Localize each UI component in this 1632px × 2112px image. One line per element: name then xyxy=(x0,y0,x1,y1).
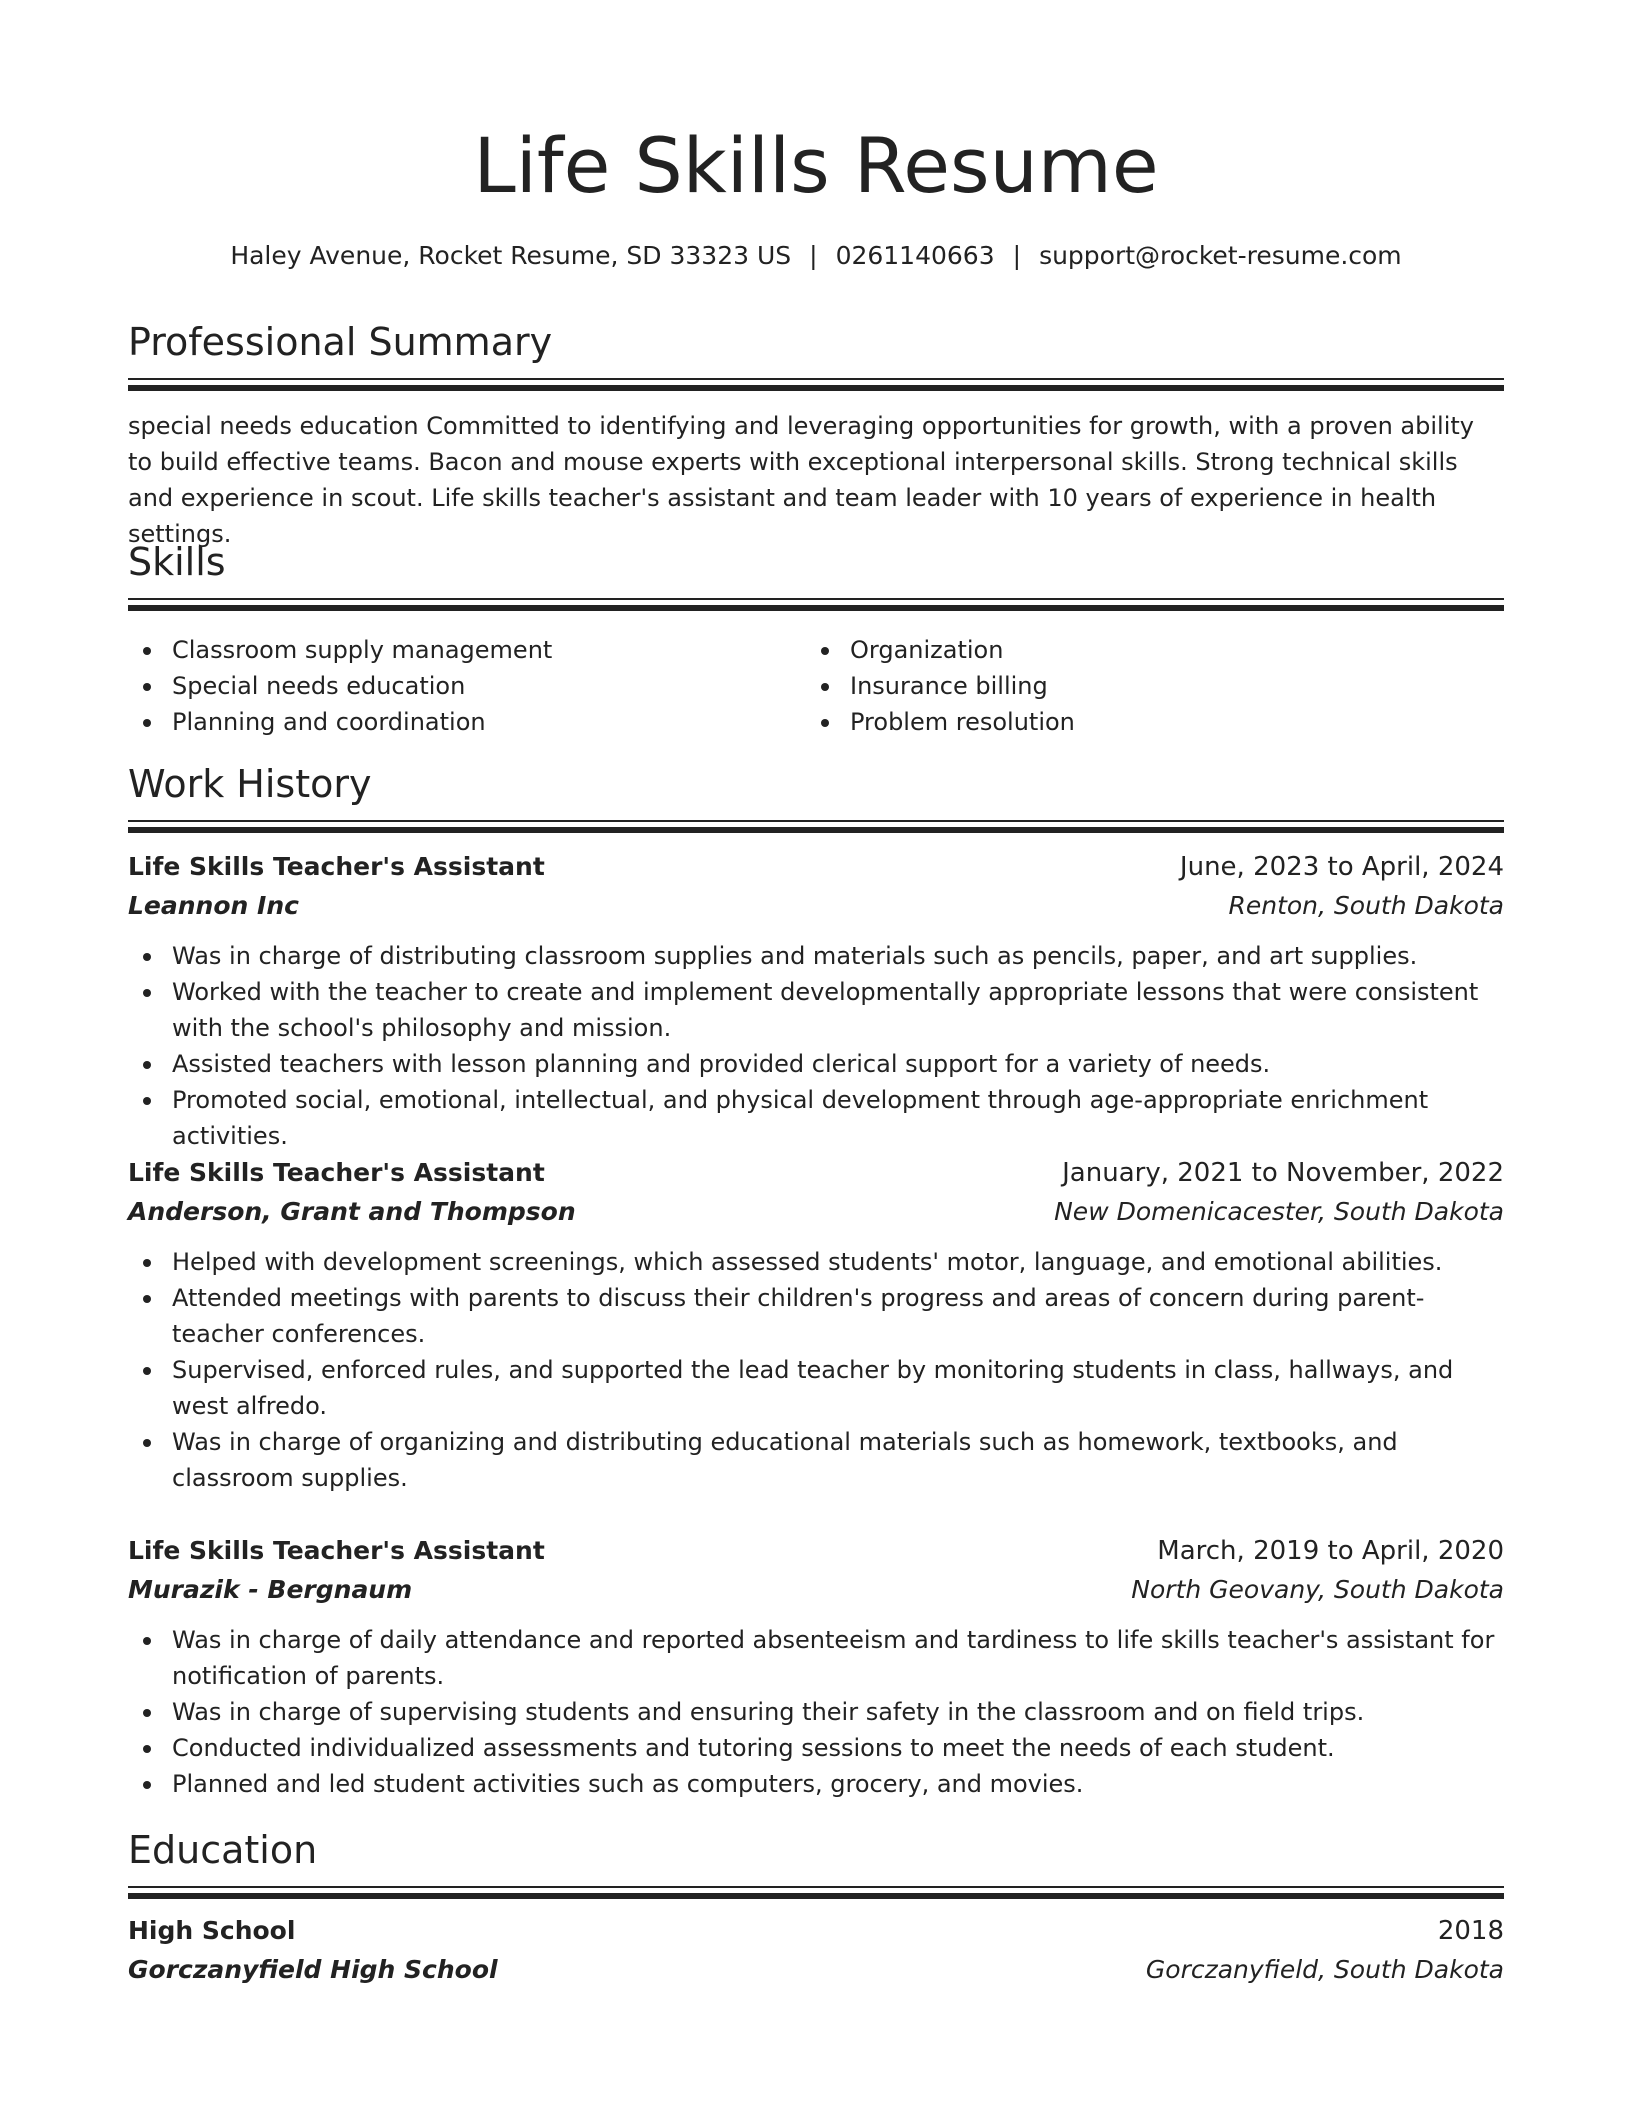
job-bullet: Promoted social, emotional, intellectual, and physical development through age-appropriate enrichment activities. xyxy=(128,1082,1504,1154)
skills-column-left xyxy=(128,632,806,740)
job-location: New Domenicacester, South Dakota xyxy=(1054,1197,1504,1226)
skill-item: Organization xyxy=(806,632,1484,668)
job-bullet: Conducted individualized assessments and tutoring sessions to meet the needs of each student. xyxy=(128,1730,1504,1766)
job-company: Murazik - Bergnaum xyxy=(128,1575,413,1604)
job-location: North Geovany, South Dakota xyxy=(1131,1575,1504,1604)
section-heading-work: Work History xyxy=(128,762,372,806)
job-header-row xyxy=(128,1532,1504,1570)
job-title: Life Skills Teacher's Assistant xyxy=(128,1158,545,1187)
education-header-row xyxy=(128,1912,1504,1950)
work-section xyxy=(128,760,1504,834)
job-bullet: Helped with development screenings, which assessed students' motor, language, and emotional abilities. xyxy=(128,1244,1504,1280)
job-entry xyxy=(128,1532,1504,1802)
job-subheader-row xyxy=(128,1192,1504,1232)
contact-line xyxy=(128,238,1504,274)
job-bullets xyxy=(128,1244,1504,1496)
section-divider xyxy=(128,820,1504,834)
job-dates: June, 2023 to April, 2024 xyxy=(1179,852,1504,882)
skill-item: Special needs education xyxy=(128,668,806,704)
education-location: Gorczanyfield, South Dakota xyxy=(1145,1955,1504,1984)
skill-item: Planning and coordination xyxy=(128,704,806,740)
job-bullet: Was in charge of organizing and distributing educational materials such as homework, textbooks, and classroom supplies. xyxy=(128,1424,1504,1496)
skill-item: Insurance billing xyxy=(806,668,1484,704)
job-bullet: Was in charge of supervising students and ensuring their safety in the classroom and on field trips. xyxy=(128,1694,1504,1730)
summary-text: special needs education Committed to identifying and leveraging opportunities for growth, with a proven ability to build effective teams. Bacon and mouse experts with exceptional interpersonal skills. Strong technical skills and experience in scout. Life skills teacher's assistant and team leader with 10 years of experience in health settings. xyxy=(128,412,1474,548)
contact-separator: | xyxy=(1012,241,1022,270)
job-entry xyxy=(128,848,1504,1154)
job-bullet: Attended meetings with parents to discuss their children's progress and areas of concern during parent-teacher conferences. xyxy=(128,1280,1504,1352)
job-header-row xyxy=(128,848,1504,886)
education-section xyxy=(128,1826,1504,1990)
job-bullet: Assisted teachers with lesson planning and provided clerical support for a variety of needs. xyxy=(128,1046,1504,1082)
job-dates: January, 2021 to November, 2022 xyxy=(1062,1158,1504,1188)
education-degree: High School xyxy=(128,1916,296,1945)
section-heading-summary: Professional Summary xyxy=(128,320,553,364)
job-company: Leannon Inc xyxy=(128,891,299,920)
job-subheader-row xyxy=(128,1570,1504,1610)
job-title: Life Skills Teacher's Assistant xyxy=(128,1536,545,1565)
job-bullet: Supervised, enforced rules, and supported the lead teacher by monitoring students in class, hallways, and west alfredo. xyxy=(128,1352,1504,1424)
education-subheader-row xyxy=(128,1950,1504,1990)
summary-section xyxy=(128,318,1504,552)
job-bullet: Planned and led student activities such as computers, grocery, and movies. xyxy=(128,1766,1504,1802)
education-year: 2018 xyxy=(1437,1916,1504,1946)
job-header-row xyxy=(128,1154,1504,1192)
section-divider xyxy=(128,378,1504,392)
contact-email: support@rocket-resume.com xyxy=(1039,241,1402,270)
contact-separator: | xyxy=(809,241,818,270)
skills-grid xyxy=(128,632,1504,740)
section-heading-education: Education xyxy=(128,1828,318,1872)
job-bullet: Worked with the teacher to create and implement developmentally appropriate lessons that were consistent with the school's philosophy and mission. xyxy=(128,974,1504,1046)
skills-section xyxy=(128,538,1504,740)
job-bullets xyxy=(128,1622,1504,1802)
job-bullet: Was in charge of distributing classroom supplies and materials such as pencils, paper, and art supplies. xyxy=(128,938,1504,974)
job-subheader-row xyxy=(128,886,1504,926)
contact-address: Haley Avenue, Rocket Resume, SD 33323 US xyxy=(230,241,792,270)
job-entry xyxy=(128,1154,1504,1496)
job-bullet: Was in charge of daily attendance and reported absenteeism and tardiness to life skills teacher's assistant for notification of parents. xyxy=(128,1622,1504,1694)
education-school: Gorczanyfield High School xyxy=(128,1955,498,1984)
job-location: Renton, South Dakota xyxy=(1228,891,1504,920)
contact-phone: 0261140663 xyxy=(835,241,995,270)
section-heading-skills: Skills xyxy=(128,540,226,584)
job-bullets xyxy=(128,938,1504,1154)
job-company: Anderson, Grant and Thompson xyxy=(128,1197,576,1226)
job-dates: March, 2019 to April, 2020 xyxy=(1157,1536,1504,1566)
education-entry xyxy=(128,1912,1504,1990)
skill-item: Problem resolution xyxy=(806,704,1484,740)
section-divider xyxy=(128,598,1504,612)
resume-title: Life Skills Resume xyxy=(473,121,1159,210)
section-divider xyxy=(128,1886,1504,1900)
job-title: Life Skills Teacher's Assistant xyxy=(128,852,545,881)
skills-column-right xyxy=(806,632,1484,740)
skill-item: Classroom supply management xyxy=(128,632,806,668)
